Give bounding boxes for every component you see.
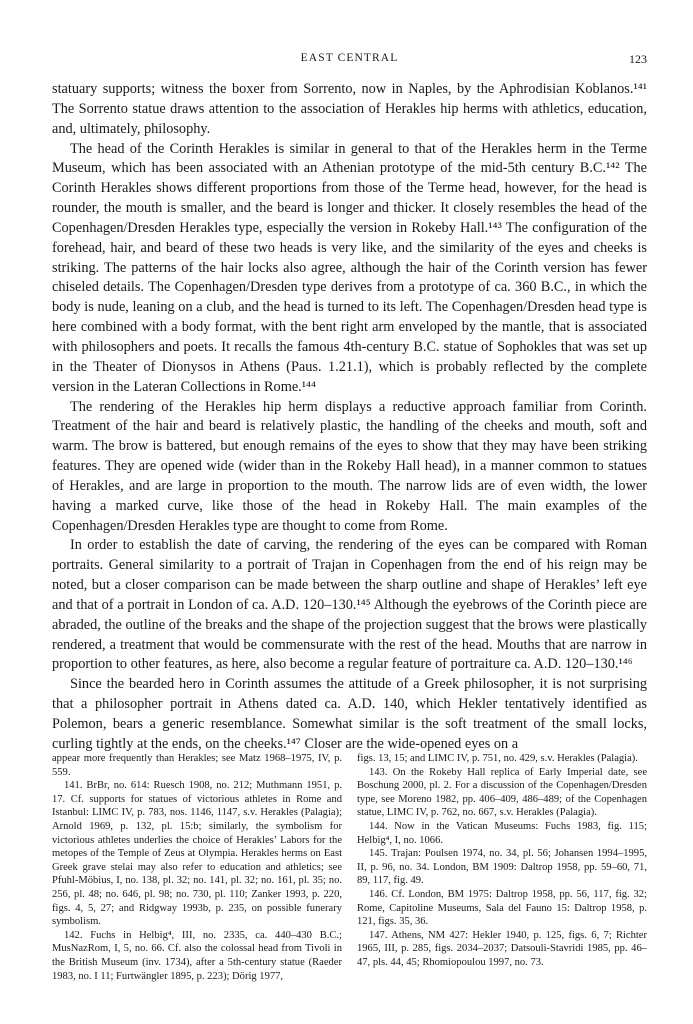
main-text [52,80,647,755]
footnote: 141. BrBr, no. 614: Ruesch 1908, no. 212; Muthmann 1951, p. 17. Cf. supports for statues of victorious athletes in Rome and Istanbul: LIMC IV, p. 783, nos. 1146, 1147, s.v. Herakles (Palagia); Arnold 1969, p. 132, pl. 15:b; similarly, the symbolism for victorious athletes underlies the choice of Herakles’ Labors for the metopes of the Temple of Zeus at Olympia. Herakles herms on East Greek grave stelai may also refer to education and athletics; see Pfuhl-Möbius, I, no. 138, pl. 32; no. 141, pl. 32; no. 161, pl. 35; no. 256, pl. 48; no. 646, pl. 98; no. 730, pl. 110; Zanker 1993, p. 220, figs. 4, 5, 27; and Ridgway 1993b, p. 235, on possible funerary symbolism. [52,780,342,928]
footnote: 147. Athens, NM 427: Hekler 1940, p. 125, figs. 6, 7; Richter 1965, III, p. 285, figs. 2034–2037; Datsouli-Stavridi 1985, pp. 46–47, pls. 44, 45; Rhomiopoulou 1997, no. 73. [357,929,647,968]
paragraph: In order to establish the date of carving, the rendering of the eyes can be compared with Roman portraits. General similarity to a portrait of Trajan in Copenhagen from the end of his reign may be noted, but a closer comparison can be made between the sharp outline and shape of Herakles’ left eye and that of a portrait in London of ca. A.D. 120–130.¹⁴⁵ Although the eyebrows of the Corinth piece are abraded, the outline of the breaks and the shape of the projection suggest that the brows were plastically rendered, a treatment that would be commensurate with the rest of the head. Mouths that are narrow in proportion to other features, as here, also become a regular feature of portraiture ca. A.D. 120–130.¹⁴⁶ [52,537,647,673]
paragraph: statuary supports; witness the boxer from Sorrento, now in Naples, by the Aphrodisian Koblanos.¹⁴¹ The Sorrento statue draws attention to the association of Herakles hip herms with athletics, education, and, ultimately, philosophy. [52,81,647,137]
paragraph: The head of the Corinth Herakles is similar in general to that of the Herakles herm in the Terme Museum, which has been associated with an Athenian prototype of the mid-5th century B.C.¹⁴² The Corinth Herakles shows different proportions from those of the Terme head, however, for the head is rounder, the mouth is smaller, and the beard is longer and thicker. It closely resembles the head of the Copenhagen/Dresden Herakles type, especially the version in Rokeby Hall.¹⁴³ The configuration of the forehead, hair, and beard of these two heads is very like, and the similarity of the eyes and cheeks is striking. The patterns of the hair locks also agree, although the hair of the Corinth version has fewer chiseled details. The Copenhagen/Dresden type derives from a prototype of ca. 360 B.C., in which the body is nude, leaning on a club, and the head is turned to its left. The Copenhagen/Dresden head type is here combined with a body format, with the bent right arm enveloped by the mantle, that is associated with philosophers and poets. It recalls the famous 4th-century B.C. statue of Sophokles that was set up in the Theater of Dionysos in Athens (Paus. 1.21.1), which is probably reflected by the complete version in the Lateran Collections in Rome.¹⁴⁴ [52,140,647,395]
paragraph: The rendering of the Herakles hip herm displays a reductive approach familiar from Corinth. Treatment of the hair and beard is relatively plastic, the handling of the cheeks and mouth, soft and warm. The brow is battered, but enough remains of the eyes to show that they may have been striking features. They are opened wide (wider than in the Rokeby Hall head), in a manner common to statues of Herakles, and are large in proportion to the mouth. The narrow lids are of even width, the lower having a marked curve, like those of the head in Rokeby Hall. The main examples of the Copenhagen/Dresden Herakles type are thought to come from Rome. [52,398,647,534]
footnote: 146. Cf. London, BM 1975: Daltrop 1958, pp. 56, 117, fig. 32; Rome, Capitoline Museums, Sala del Fauno 15: Daltrop 1958, p. 121, figs. 35, 36. [357,888,647,928]
footnotes-left-column [52,752,342,1002]
paragraph: Since the bearded hero in Corinth assumes the attitude of a Greek philosopher, it is not surprising that a philosopher portrait in Athens dated ca. A.D. 140, which Hekler tentatively identified as Polemon, bears a generic resemblance. Somewhat similar is the soft treatment of the small locks, curling tightly at the ends, on the cheeks.¹⁴⁷ Closer are the wide-opened eyes on a [52,676,647,752]
footnote: 143. On the Rokeby Hall replica of Early Imperial date, see Boschung 2000, pl. 2. For a discussion of the Copenhagen/Dresden type, see Moreno 1982, pp. 406–409, 486–489; of the Copenhagen statue, LIMC IV, p. 762, no. 667, s.v. Herakles (Palagia). [357,766,647,819]
footnote: appear more frequently than Herakles; see Matz 1968–1975, IV, p. 559. [52,753,342,778]
footnotes-right-column [357,752,647,1002]
footnote: 144. Now in the Vatican Museums: Fuchs 1983, fig. 115; Helbig⁴, I, no. 1066. [357,820,647,846]
footnote: figs. 13, 15; and LIMC IV, p. 751, no. 429, s.v. Herakles (Palagia). [357,753,638,764]
page-number: 123 [629,52,647,66]
running-head [52,52,647,68]
footnotes [52,752,647,1002]
footnote: 145. Trajan: Poulsen 1974, no. 34, pl. 56; Johansen 1994–1995, II, p. 96, no. 34. London, BM 1909: Daltrop 1958, pp. 59–60, 71, 89, 117, fig. 49. [357,848,647,887]
running-title: EAST CENTRAL [300,52,399,64]
footnote: 142. Fuchs in Helbig⁴, III, no. 2335, ca. 440–430 B.C.; MusNazRom, I, 5, no. 66. Cf. also the colossal head from Tivoli in the British Museum (inv. 1734), after a 5th-century statue (Raeder 1983, no. I 11; Furtwängler 1895, p. 223); Dörig 1977, [52,929,342,982]
